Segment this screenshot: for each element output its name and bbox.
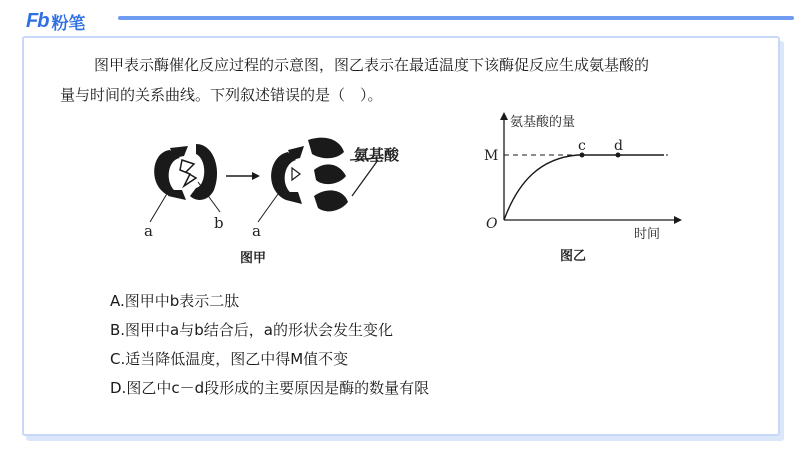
- y-axis-label: 氨基酸的量: [510, 115, 576, 130]
- answer-options: [110, 287, 429, 403]
- question-stem: [60, 50, 740, 110]
- amino-acid-1: [308, 138, 344, 159]
- label-b: b: [214, 214, 224, 232]
- label-amino-acid: 氨基酸: [354, 146, 400, 164]
- figure-a: [140, 130, 430, 270]
- question-line-2: 量与时间的关系曲线。下列叙述错误的是（ ）。: [60, 86, 383, 104]
- arrow-head-icon: [252, 172, 260, 180]
- header-divider: [118, 16, 794, 20]
- x-axis-label: 时间: [634, 227, 661, 242]
- amino-acid-2: [314, 164, 346, 184]
- point-d-label: d: [614, 138, 623, 154]
- option-a[interactable]: A.图甲中b表示二肽: [110, 292, 240, 310]
- pointer-product-2: [352, 160, 378, 196]
- y-axis-arrow-icon: [500, 112, 508, 120]
- enzyme-a-right: [271, 146, 304, 204]
- pointer-a1: [150, 192, 168, 222]
- x-axis-arrow-icon: [674, 216, 682, 224]
- label-a1: a: [144, 222, 153, 240]
- option-b[interactable]: B.图甲中a与b结合后，a的形状会发生变化: [110, 321, 393, 339]
- option-d[interactable]: D.图乙中c－d段形成的主要原因是酶的数量有限: [110, 379, 430, 397]
- figure-b: [478, 110, 698, 265]
- pointer-a2: [258, 194, 278, 222]
- point-c-label: c: [578, 138, 586, 154]
- figure-a-caption: 图甲: [240, 251, 267, 266]
- option-c[interactable]: C.适当降低温度，图乙中得M值不变: [110, 350, 349, 368]
- brand-mark: Fb: [26, 9, 49, 32]
- enzyme-a-left: [154, 144, 217, 200]
- amino-acid-3: [314, 190, 348, 211]
- m-label: M: [484, 148, 499, 164]
- figure-b-caption: 图乙: [560, 249, 587, 264]
- origin-label: O: [486, 216, 498, 232]
- brand-logo: [26, 6, 85, 36]
- product-curve: [504, 155, 664, 220]
- brand-name: 粉笔: [51, 13, 86, 34]
- label-a2: a: [252, 222, 261, 240]
- question-line-1: 图甲表示酶催化反应过程的示意图，图乙表示在最适温度下该酶促反应生成氨基酸的: [94, 56, 650, 74]
